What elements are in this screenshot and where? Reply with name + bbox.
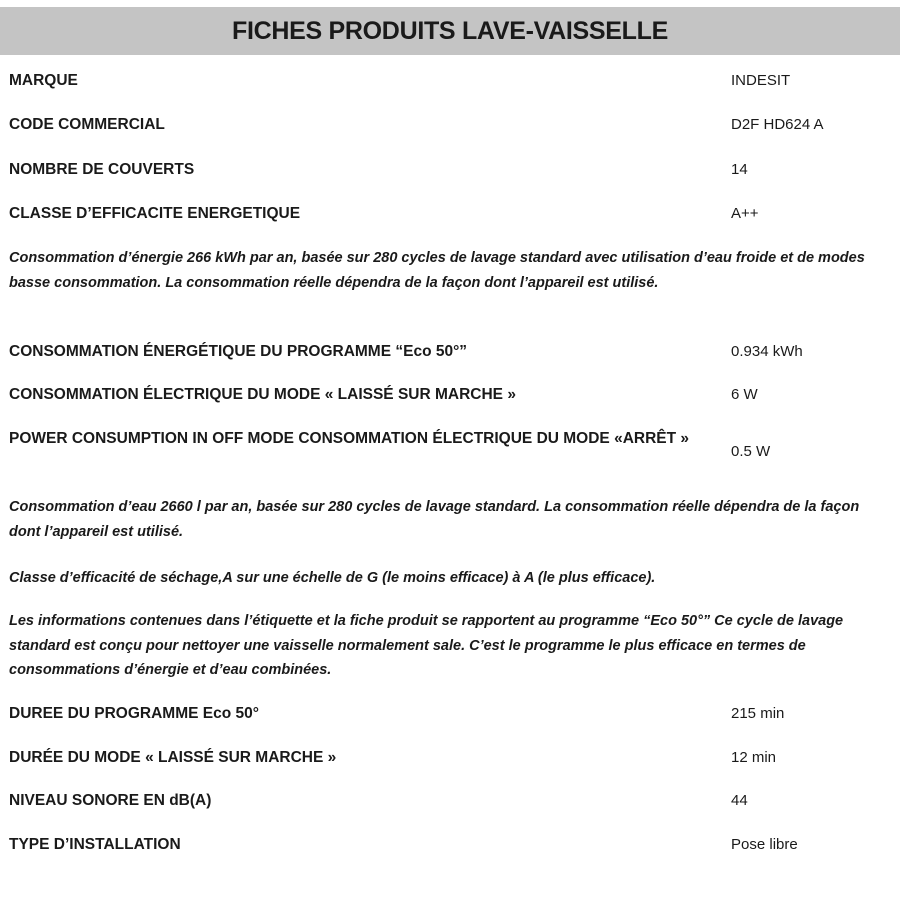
note-drying-class: Classe d’efficacité de séchage,A sur une échelle de G (le moins efficace) à A (le plus efficace). (9, 570, 656, 586)
spec-value: 215 min (731, 705, 785, 722)
spec-row-eco-program-energy (0, 340, 900, 364)
spec-row-noise-level (0, 789, 900, 813)
spec-value: 0.934 kWh (731, 343, 803, 360)
spec-row-brand (0, 69, 900, 93)
spec-row-left-on-power (0, 383, 900, 407)
note-water-consumption: Consommation d’eau 2660 l par an, basée sur 280 cycles de lavage standard. La consommation réelle dépendra de la façon dont l’appareil est utilisé. (9, 499, 860, 540)
spec-value: 44 (731, 792, 748, 809)
note-eco-program: Les informations contenues dans l’étiquette et la fiche produit se rapportent au programme “Eco 50°” Ce cycle de lavage standard est conçu pour nettoyer une vaisselle normalement sale. C’est le programme le plus efficace en termes de consommations d’énergie et d’eau combinées. (9, 613, 844, 678)
spec-label: NOMBRE DE COUVERTS (9, 161, 195, 178)
spec-value: A++ (731, 205, 759, 222)
spec-label: DUREE DU PROGRAMME Eco 50° (9, 705, 259, 722)
spec-label: TYPE D’INSTALLATION (9, 836, 181, 853)
spec-value: 0.5 W (731, 443, 771, 460)
spec-label: CONSOMMATION ÉNERGÉTIQUE DU PROGRAMME “Eco 50°” (9, 343, 468, 360)
spec-row-place-settings (0, 158, 900, 182)
spec-value: 6 W (731, 386, 758, 403)
spec-row-left-on-duration (0, 746, 900, 770)
spec-value: 14 (731, 161, 748, 178)
spec-label: DURÉE DU MODE « LAISSÉ SUR MARCHE » (9, 749, 337, 766)
spec-label: CLASSE D’EFFICACITE ENERGETIQUE (9, 205, 301, 222)
spec-row-program-duration (0, 702, 900, 726)
spec-row-installation-type (0, 833, 900, 857)
spec-value: INDESIT (731, 72, 791, 89)
spec-row-commercial-code (0, 113, 900, 137)
spec-value: 12 min (731, 749, 777, 766)
spec-label: CONSOMMATION ÉLECTRIQUE DU MODE « LAISSÉ SUR MARCHE » (9, 386, 516, 403)
spec-row-energy-class (0, 202, 900, 226)
spec-value: D2F HD624 A (731, 116, 824, 133)
page-title: FICHES PRODUITS LAVE-VAISSELLE (232, 16, 668, 45)
header-bar (0, 7, 900, 55)
spec-label: POWER CONSUMPTION IN OFF MODE CONSOMMATION ÉLECTRIQUE DU MODE «ARRÊT » (9, 430, 690, 447)
spec-value: Pose libre (731, 836, 798, 853)
spec-label: NIVEAU SONORE EN dB(A) (9, 792, 212, 809)
spec-label: MARQUE (9, 72, 78, 89)
spec-label: CODE COMMERCIAL (9, 116, 165, 133)
note-energy-consumption: Consommation d’énergie 266 kWh par an, basée sur 280 cycles de lavage standard avec utilisation d’eau froide et de modes basse consommation. La consommation réelle dépendra de la façon dont l’appareil est utilisé. (9, 250, 865, 291)
spec-row-off-mode-power (0, 427, 900, 477)
